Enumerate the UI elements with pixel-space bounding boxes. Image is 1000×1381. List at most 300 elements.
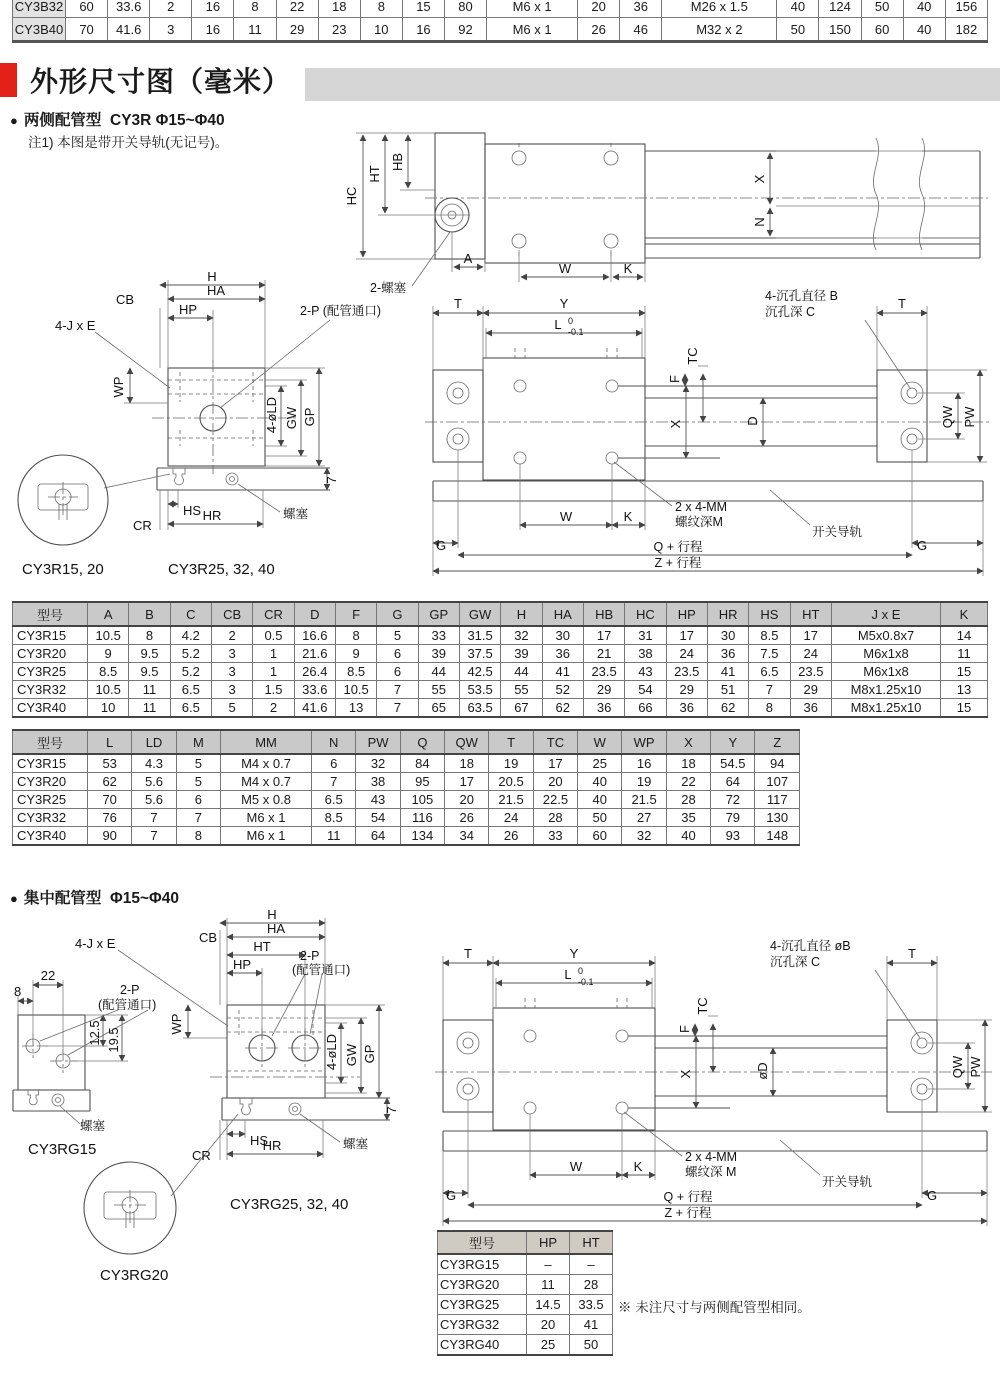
small-plug-callout: 螺塞 — [80, 1119, 106, 1133]
value-cell: 7.5 — [749, 645, 790, 663]
value-cell: 9 — [335, 645, 376, 663]
value-cell: 24 — [666, 645, 707, 663]
value-cell: 8 — [749, 699, 790, 718]
value-cell: 20.5 — [489, 773, 533, 791]
value-cell: M6x1x8 — [832, 645, 941, 663]
value-cell: 10.5 — [88, 626, 129, 645]
value-cell: 3 — [211, 681, 252, 699]
value-cell: 1 — [253, 663, 294, 681]
thread-callout-1: 2 x 4-MM — [675, 500, 728, 514]
page-title: 外形尺寸图（毫米） — [30, 66, 292, 97]
column-header: PW — [356, 730, 400, 754]
table-row — [13, 699, 988, 718]
model-cell: CY3RG25 — [438, 1295, 527, 1315]
value-cell: 93 — [711, 827, 755, 846]
value-cell: 18 — [666, 754, 710, 773]
value-cell: 23.5 — [583, 663, 624, 681]
value-cell: 8.5 — [88, 663, 129, 681]
value-cell: 41 — [542, 663, 583, 681]
plug-callout-3: 螺塞 — [343, 1137, 369, 1151]
column-header: N — [312, 730, 356, 754]
model-cell: CY3R25 — [13, 791, 88, 809]
section1-note: 注1) 本图是带开关导轨(无记号)。 — [28, 135, 229, 150]
dim-ht-2: HT — [253, 939, 271, 954]
value-cell: 13 — [941, 681, 988, 699]
hp-ht-table — [437, 1230, 613, 1356]
dim-22: 22 — [40, 968, 56, 983]
dim-l-2: L — [564, 967, 572, 982]
dim-hp-2: HP — [232, 957, 252, 972]
value-cell: M6 x 1 — [221, 809, 312, 827]
column-header: QW — [445, 730, 489, 754]
value-cell: 66 — [625, 699, 666, 718]
cbore-callout-1: 4-沉孔直径 B — [765, 289, 838, 303]
caption-cy3r25-32-40: CY3R25, 32, 40 — [168, 561, 275, 578]
dim-l: L — [554, 317, 562, 332]
drawing-plan-view-2 — [430, 928, 1000, 1228]
table-row — [13, 0, 988, 18]
value-cell: 9 — [88, 645, 129, 663]
value-cell: 62 — [707, 699, 748, 718]
dim-q-stroke-2: Q + 行程 — [663, 1190, 713, 1204]
value-cell: 6.5 — [312, 791, 356, 809]
column-header: MM — [221, 730, 312, 754]
table-row — [13, 645, 988, 663]
dim-w2: W — [559, 509, 573, 524]
value-cell: 2 — [211, 626, 252, 645]
value-cell: 23 — [318, 18, 360, 42]
value-cell: 7 — [377, 699, 418, 718]
value-cell: 94 — [755, 754, 800, 773]
value-cell: 134 — [400, 827, 444, 846]
value-cell: 43 — [625, 663, 666, 681]
side-view-lines — [356, 133, 988, 286]
column-header: A — [88, 602, 129, 626]
value-cell: 21.5 — [489, 791, 533, 809]
dim-d: D — [745, 416, 760, 426]
value-cell: 36 — [707, 645, 748, 663]
dim-qw: QW — [940, 405, 955, 429]
column-header: M — [176, 730, 220, 754]
value-cell: 27 — [622, 809, 666, 827]
value-cell: 34 — [445, 827, 489, 846]
column-header: HB — [583, 602, 624, 626]
value-cell: 8 — [234, 0, 276, 18]
value-cell: 22 — [666, 773, 710, 791]
value-cell: 50 — [570, 1335, 613, 1356]
cbore-callout-2b: 沉孔深 C — [770, 955, 821, 969]
dim-l-tol-top-2: 0 — [578, 966, 584, 976]
value-cell: 5.6 — [132, 791, 176, 809]
dim-k2: K — [623, 509, 633, 524]
value-cell: 8.5 — [335, 663, 376, 681]
value-cell: 33.6 — [108, 0, 150, 18]
value-cell: 17 — [790, 626, 831, 645]
dim-hs-2: HS — [250, 1133, 269, 1148]
caption-cy3rg15: CY3RG15 — [28, 1141, 97, 1158]
value-cell: 39 — [418, 645, 459, 663]
value-cell: 8 — [335, 626, 376, 645]
value-cell: 40 — [578, 773, 622, 791]
model-cell: CY3B32 — [13, 0, 66, 18]
value-cell: 5 — [176, 754, 220, 773]
dim-q-stroke: Q + 行程 — [653, 540, 703, 554]
value-cell: M4 x 0.7 — [221, 773, 312, 791]
column-header: HP — [666, 602, 707, 626]
value-cell: 32 — [356, 754, 400, 773]
value-cell: 16.6 — [294, 626, 335, 645]
dim-l-tol-bot: -0.1 — [568, 327, 584, 337]
dim-7: 7 — [324, 476, 339, 484]
value-cell: 36 — [666, 699, 707, 718]
thread-callout-1b: 2 x 4-MM — [685, 1150, 738, 1164]
value-cell: 8 — [176, 827, 220, 846]
value-cell: 36 — [790, 699, 831, 718]
value-cell: 5.6 — [132, 773, 176, 791]
value-cell: M4 x 0.7 — [221, 754, 312, 773]
table-row — [13, 663, 988, 681]
value-cell: 11 — [129, 699, 170, 718]
dim-ha: HA — [206, 283, 226, 298]
table-row — [13, 809, 800, 827]
value-cell: 31.5 — [459, 626, 500, 645]
value-cell: 67 — [501, 699, 542, 718]
value-cell: 6 — [176, 791, 220, 809]
drawing-side-view — [340, 110, 1000, 300]
value-cell: 7 — [749, 681, 790, 699]
value-cell: 43 — [356, 791, 400, 809]
model-cell: CY3R40 — [13, 827, 88, 846]
value-cell: 7 — [132, 827, 176, 846]
column-header: Y — [711, 730, 755, 754]
value-cell: 32 — [501, 626, 542, 645]
dim-y-2: Y — [569, 946, 579, 961]
value-cell: 36 — [620, 0, 662, 18]
value-cell: 13 — [335, 699, 376, 718]
value-cell: 8 — [129, 626, 170, 645]
value-cell: 18 — [318, 0, 360, 18]
dim-t-left: T — [454, 296, 462, 311]
value-cell: 41 — [570, 1315, 613, 1335]
value-cell: 124 — [819, 0, 861, 18]
column-header: 型号 — [13, 730, 88, 754]
value-cell: 24 — [790, 645, 831, 663]
value-cell: 11 — [527, 1275, 570, 1295]
value-cell: 41 — [707, 663, 748, 681]
value-cell: 148 — [755, 827, 800, 846]
value-cell: 16 — [192, 0, 234, 18]
value-cell: 50 — [777, 18, 819, 42]
value-cell: 11 — [312, 827, 356, 846]
dim-ld-2: 4-øLD — [324, 1033, 339, 1071]
value-cell: 8.5 — [749, 626, 790, 645]
dim-hr-2: HR — [262, 1138, 282, 1153]
value-cell: 116 — [400, 809, 444, 827]
plan-view-lines — [425, 306, 992, 576]
column-header: LD — [132, 730, 176, 754]
value-cell: 95 — [400, 773, 444, 791]
model-cell: CY3R20 — [13, 773, 88, 791]
table-row — [438, 1335, 613, 1356]
column-header: WP — [622, 730, 666, 754]
value-cell: 5.2 — [170, 663, 211, 681]
value-cell: 16 — [192, 18, 234, 42]
dim-t-left-2: T — [464, 946, 472, 961]
table-row — [438, 1254, 613, 1275]
value-cell: 6.5 — [170, 699, 211, 718]
value-cell: 9.5 — [129, 645, 170, 663]
value-cell: 23.5 — [790, 663, 831, 681]
value-cell: 41.6 — [294, 699, 335, 718]
value-cell: 3 — [211, 645, 252, 663]
value-cell: 92 — [444, 18, 486, 42]
value-cell: 33 — [533, 827, 577, 846]
port-callout-2a: 2-P — [300, 949, 320, 963]
value-cell: 30 — [707, 626, 748, 645]
section2-heading — [10, 886, 179, 908]
dim-qw-2: QW — [950, 1055, 965, 1079]
value-cell: M6 x 1 — [487, 18, 578, 42]
value-cell: 25 — [578, 754, 622, 773]
section2-range: Φ15~Φ40 — [110, 890, 179, 907]
value-cell: 10 — [88, 699, 129, 718]
dim-7-2: 7 — [384, 1106, 399, 1114]
column-header: HC — [625, 602, 666, 626]
value-cell: 5 — [211, 699, 252, 718]
value-cell: 26 — [445, 809, 489, 827]
bullet-icon-2: ● — [10, 891, 18, 906]
column-header: 型号 — [13, 602, 88, 626]
value-cell: 19 — [489, 754, 533, 773]
dim-l-tol-top: 0 — [568, 316, 574, 326]
table-row — [13, 827, 800, 846]
dim-g-right-2: G — [927, 1188, 938, 1203]
value-cell: 20 — [527, 1315, 570, 1335]
value-cell: 19 — [622, 773, 666, 791]
value-cell: 21.5 — [622, 791, 666, 809]
dim-je-2: 4-J x E — [75, 936, 116, 951]
value-cell: – — [570, 1254, 613, 1275]
value-cell: 2 — [253, 699, 294, 718]
model-cell: CY3R40 — [13, 699, 88, 718]
value-cell: 10.5 — [88, 681, 129, 699]
dim-gw: GW — [284, 406, 299, 430]
red-accent-square — [0, 63, 17, 97]
column-header: Q — [400, 730, 444, 754]
value-cell: 14 — [941, 626, 988, 645]
dim-hc: HC — [344, 186, 359, 206]
value-cell: 40 — [903, 18, 945, 42]
value-cell: 8.5 — [312, 809, 356, 827]
cbore-callout-2: 沉孔深 C — [765, 305, 816, 319]
dim-ld: 4-øLD — [264, 396, 279, 434]
value-cell: 33.6 — [294, 681, 335, 699]
value-cell: 25 — [527, 1335, 570, 1356]
column-header: HS — [749, 602, 790, 626]
dim-x: X — [752, 174, 767, 184]
value-cell: 44 — [501, 663, 542, 681]
caption-cy3rg20: CY3RG20 — [100, 1267, 169, 1284]
value-cell: 21.6 — [294, 645, 335, 663]
caption-cy3rg25-32-40: CY3RG25, 32, 40 — [230, 1196, 349, 1213]
value-cell: 182 — [945, 18, 987, 42]
value-cell: 18 — [445, 754, 489, 773]
value-cell: 26.4 — [294, 663, 335, 681]
value-cell: 70 — [88, 791, 132, 809]
value-cell: 44 — [418, 663, 459, 681]
value-cell: 130 — [755, 809, 800, 827]
value-cell: 63.5 — [459, 699, 500, 718]
column-header: D — [294, 602, 335, 626]
dim-hb: HB — [390, 152, 405, 172]
value-cell: 55 — [501, 681, 542, 699]
value-cell: 60 — [66, 0, 108, 18]
thread-callout-2b: 螺纹深 M — [685, 1165, 737, 1179]
value-cell: 11 — [941, 645, 988, 663]
dim-x2: X — [668, 419, 683, 429]
dim-hp: HP — [178, 302, 198, 317]
value-cell: 5 — [176, 773, 220, 791]
table-row — [13, 791, 800, 809]
top-dimension-table — [12, 0, 988, 43]
value-cell: 8 — [360, 0, 402, 18]
value-cell: 29 — [790, 681, 831, 699]
value-cell: 53 — [88, 754, 132, 773]
column-header: GP — [418, 602, 459, 626]
column-header: K — [941, 602, 988, 626]
dim-je: 4-J x E — [55, 318, 96, 333]
column-header: X — [666, 730, 710, 754]
dim-h-2: H — [267, 907, 277, 922]
column-header: HA — [542, 602, 583, 626]
section1-title: 两侧配管型 — [23, 112, 102, 129]
thread-callout-2: 螺纹深M — [675, 515, 723, 529]
value-cell: M6x1x8 — [832, 663, 941, 681]
section2-title: 集中配管型 — [23, 890, 102, 907]
value-cell: 7 — [176, 809, 220, 827]
title-gray-bar — [305, 68, 1000, 101]
value-cell: 4.3 — [132, 754, 176, 773]
value-cell: 16 — [402, 18, 444, 42]
value-cell: 84 — [400, 754, 444, 773]
dim-k2-2: K — [633, 1159, 643, 1174]
dim-t-right-2: T — [908, 946, 916, 961]
dim-gw-2: GW — [344, 1043, 359, 1067]
value-cell: 11 — [129, 681, 170, 699]
value-cell: 7 — [377, 681, 418, 699]
small-port-callout-1: 2-P — [120, 983, 140, 997]
value-cell: 51 — [707, 681, 748, 699]
dim-x2-2: X — [678, 1069, 693, 1079]
value-cell: 70 — [66, 18, 108, 42]
value-cell: 38 — [356, 773, 400, 791]
caption-cy3r15-20: CY3R15, 20 — [22, 561, 104, 578]
dim-d-2: øD — [755, 1062, 770, 1080]
dim-g-left: G — [436, 538, 447, 553]
table-row — [13, 626, 988, 645]
value-cell: 50 — [578, 809, 622, 827]
value-cell: 41.6 — [108, 18, 150, 42]
value-cell: 16 — [622, 754, 666, 773]
dim-a: A — [463, 251, 473, 266]
value-cell: 15 — [402, 0, 444, 18]
dim-k: K — [623, 261, 633, 276]
small-port-callout-2: (配管通口) — [98, 998, 157, 1012]
dim-pw-2: PW — [968, 1056, 983, 1078]
value-cell: 9.5 — [129, 663, 170, 681]
value-cell: 156 — [945, 0, 987, 18]
column-header: T — [489, 730, 533, 754]
model-cell: CY3R32 — [13, 809, 88, 827]
value-cell: 2 — [150, 0, 192, 18]
model-cell: CY3RG32 — [438, 1315, 527, 1335]
value-cell: 6.5 — [170, 681, 211, 699]
dim-ha-2: HA — [266, 921, 286, 936]
dimension-table-2 — [12, 729, 800, 846]
value-cell: 30 — [542, 626, 583, 645]
table-row — [13, 681, 988, 699]
dim-w: W — [558, 261, 572, 276]
dim-cb: CB — [115, 292, 134, 307]
value-cell: 53.5 — [459, 681, 500, 699]
value-cell: M6 x 1 — [221, 827, 312, 846]
value-cell: 46 — [620, 18, 662, 42]
value-cell: 36 — [542, 645, 583, 663]
model-cell: CY3R25 — [13, 663, 88, 681]
column-header: GW — [459, 602, 500, 626]
value-cell: 35 — [666, 809, 710, 827]
value-cell: 60 — [578, 827, 622, 846]
column-header: CR — [253, 602, 294, 626]
dim-hs: HS — [183, 503, 202, 518]
value-cell: 64 — [711, 773, 755, 791]
value-cell: 6.5 — [749, 663, 790, 681]
column-header: C — [170, 602, 211, 626]
dim-z-stroke-2: Z + 行程 — [664, 1206, 712, 1220]
value-cell: 4.2 — [170, 626, 211, 645]
dim-w2-2: W — [569, 1159, 583, 1174]
dim-wp: WP — [111, 376, 126, 398]
value-cell: 24 — [489, 809, 533, 827]
dim-tc: TC — [685, 347, 700, 365]
value-cell: 39 — [501, 645, 542, 663]
value-cell: 7 — [132, 809, 176, 827]
value-cell: 5 — [377, 626, 418, 645]
table-row — [13, 18, 988, 42]
rail-callout: 开关导轨 — [812, 525, 863, 539]
value-cell: 15 — [941, 663, 988, 681]
value-cell: 55 — [418, 681, 459, 699]
dim-gp: GP — [302, 407, 317, 427]
dim-cr: CR — [133, 518, 152, 533]
column-header: H — [501, 602, 542, 626]
table-row — [438, 1295, 613, 1315]
rail-callout-2: 开关导轨 — [822, 1175, 873, 1189]
value-cell: M5x0.8x7 — [832, 626, 941, 645]
value-cell: 23.5 — [666, 663, 707, 681]
value-cell: 80 — [444, 0, 486, 18]
dim-cr-2: CR — [192, 1148, 211, 1163]
value-cell: 33 — [418, 626, 459, 645]
section1-heading — [10, 108, 225, 130]
value-cell: 54.5 — [711, 754, 755, 773]
dim-n: N — [752, 217, 767, 227]
value-cell: 28 — [570, 1275, 613, 1295]
dim-h: H — [207, 269, 217, 284]
section1-range: CY3R Φ15~Φ40 — [110, 112, 225, 129]
value-cell: 79 — [711, 809, 755, 827]
column-header: HR — [707, 602, 748, 626]
